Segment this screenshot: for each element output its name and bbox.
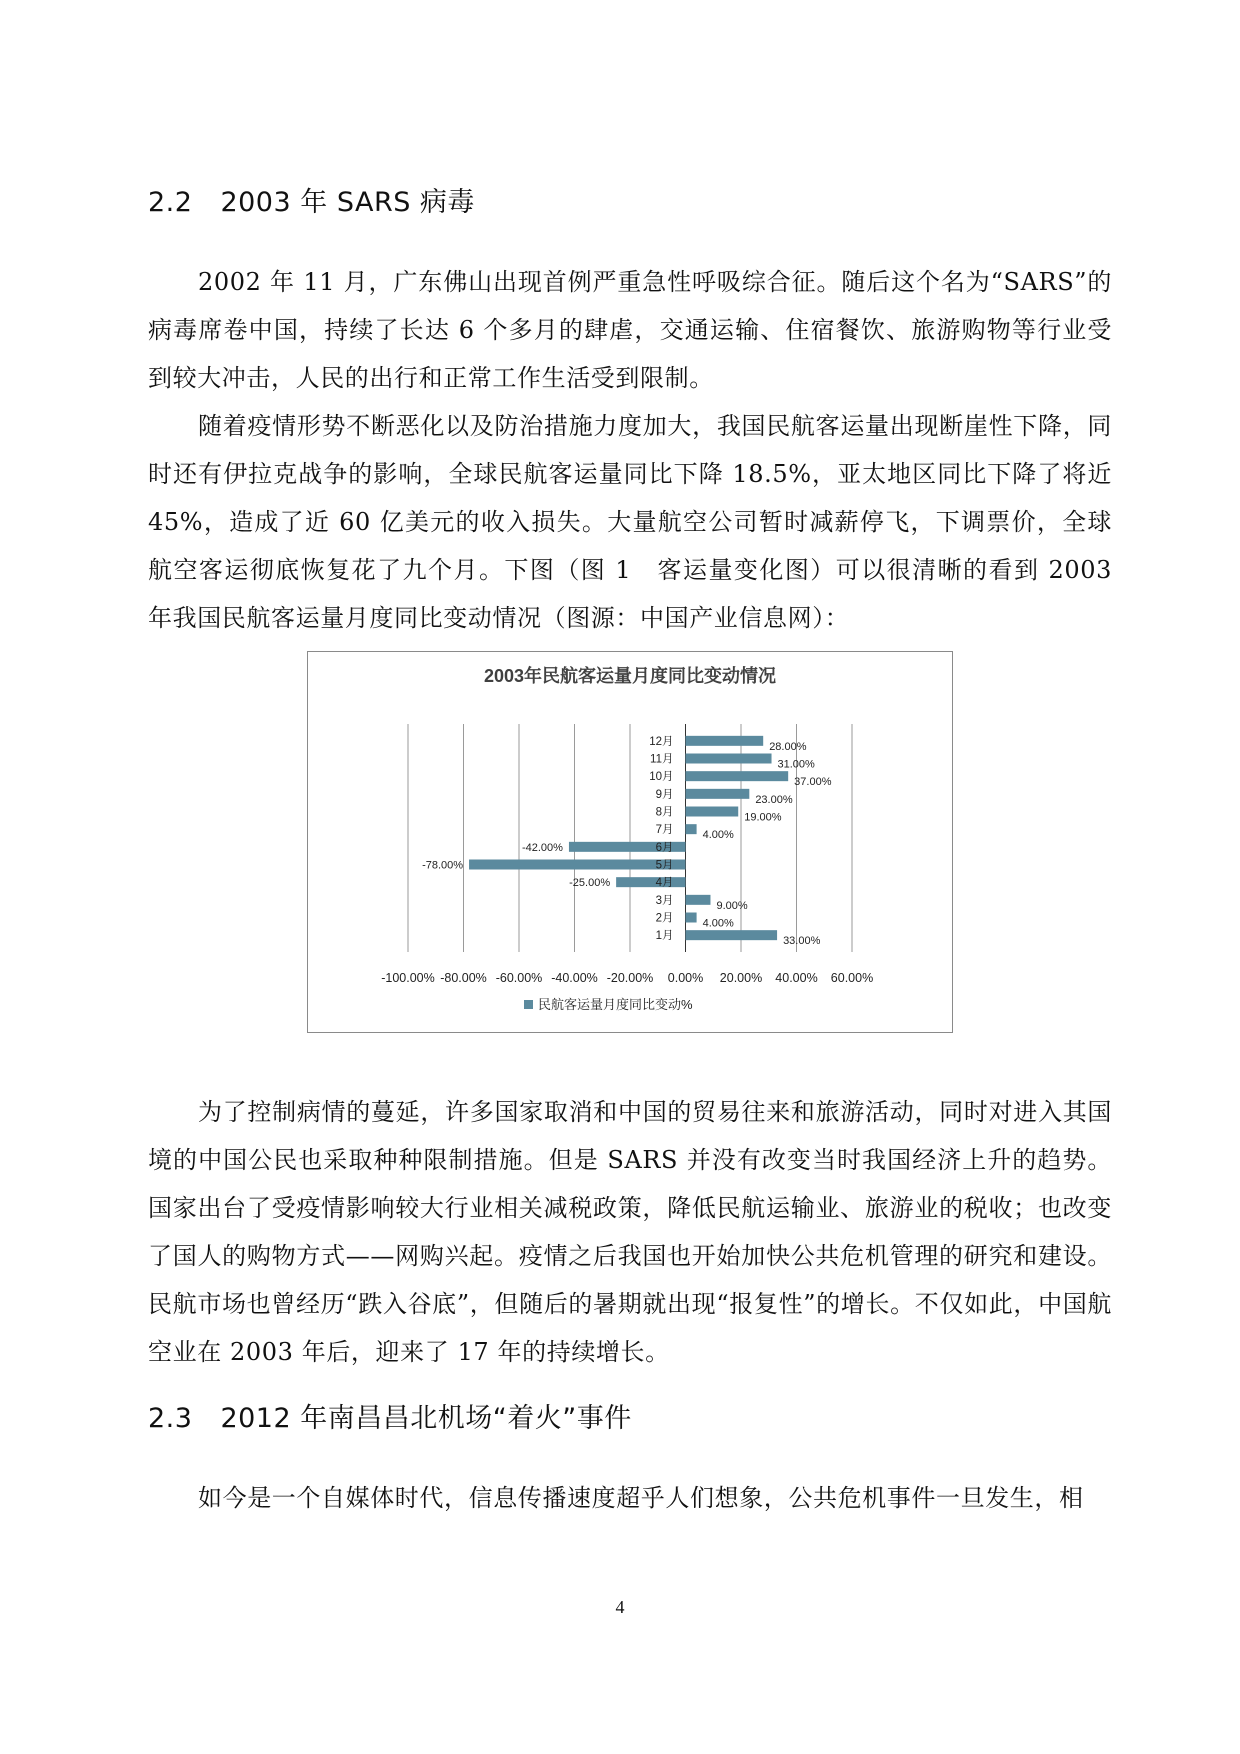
data-label: 23.00% xyxy=(755,793,793,806)
data-label: -78.00% xyxy=(422,859,464,872)
data-label: 9.00% xyxy=(716,899,748,912)
bar xyxy=(686,895,711,905)
category-label: 7月 xyxy=(655,824,674,837)
category-label: 10月 xyxy=(649,771,674,784)
x-tick-label: -40.00% xyxy=(551,971,598,985)
legend-swatch xyxy=(524,1000,533,1009)
bar xyxy=(686,771,789,781)
data-label: 4.00% xyxy=(702,829,734,842)
passenger-volume-chart xyxy=(307,651,953,1033)
paragraph-sars-intro: 2002 年 11 月，广东佛山出现首例严重急性呼吸综合征。随后这个名为“SARS”的病毒席卷中国，持续了长达 6 个多月的肆虐，交通运输、住宿餐饮、旅游购物等行业受到较大冲击，人民的出行和正常工作生活受到限制。 xyxy=(148,268,1112,392)
page-number: 4 xyxy=(615,1597,625,1617)
section-heading-2-2 xyxy=(148,180,475,219)
data-label: 37.00% xyxy=(794,776,832,789)
x-tick-label: 40.00% xyxy=(775,971,818,985)
x-tick-label: 60.00% xyxy=(830,971,874,985)
bar xyxy=(686,930,778,940)
category-label: 5月 xyxy=(655,859,674,872)
data-label: 19.00% xyxy=(744,811,782,824)
chart-title: 2003年民航客运量月度同比变动情况 xyxy=(483,666,777,686)
data-label: -25.00% xyxy=(569,877,611,890)
paragraph-self-media: 如今是一个自媒体时代，信息传播速度超乎人们想象，公共危机事件一旦发生，相 xyxy=(198,1484,1084,1512)
category-label: 3月 xyxy=(655,894,674,907)
section-title: 2012 年南昌昌北机场“着火”事件 xyxy=(220,1403,632,1434)
bar xyxy=(469,860,685,870)
x-tick-label: -100.00% xyxy=(381,971,435,985)
section-heading-2-3 xyxy=(148,1396,632,1435)
bar xyxy=(686,789,750,799)
category-label: 12月 xyxy=(649,735,674,748)
section-number: 2.3 xyxy=(148,1403,193,1434)
x-tick-label: -80.00% xyxy=(440,971,487,985)
bar xyxy=(616,877,685,890)
section-title: 2003 年 SARS 病毒 xyxy=(220,187,475,218)
legend-label: 民航客运量月度同比变动% xyxy=(538,997,693,1012)
category-label: 6月 xyxy=(655,841,674,854)
bar xyxy=(686,807,739,817)
x-tick-label: 0.00% xyxy=(667,971,704,985)
category-label: 2月 xyxy=(655,912,674,925)
category-label: 1月 xyxy=(655,930,674,943)
data-label: -42.00% xyxy=(521,841,563,854)
bar xyxy=(686,754,772,764)
paragraph-sars-impact: 随着疫情形势不断恶化以及防治措施力度加大，我国民航客运量出现断崖性下降，同时还有伊拉克战争的影响，全球民航客运量同比下降 18.5%，亚太地区同比下降了将近 45%，造成了近 60 亿美元的收入损失。大量航空公司暂时减薪停飞，下调票价，全球航空客运彻底恢复花了九个月。下图（图 1 客运量变化图）可以很清晰的看到 2003 年我国民航客运量月度同比变动情况（图源：中国产业信息网）： xyxy=(148,412,1112,632)
data-label: 28.00% xyxy=(769,740,807,753)
x-tick-label: -60.00% xyxy=(495,971,543,985)
bar xyxy=(686,824,697,834)
bar xyxy=(686,913,697,923)
data-label: 4.00% xyxy=(702,917,734,930)
x-tick-label: 20.00% xyxy=(719,971,763,985)
data-label: 33.00% xyxy=(783,935,821,948)
category-label: 11月 xyxy=(650,753,674,766)
bar xyxy=(686,736,764,746)
category-label: 8月 xyxy=(655,806,674,819)
chart-svg xyxy=(308,652,952,1032)
paragraph-after-chart: 为了控制病情的蔓延，许多国家取消和中国的贸易往来和旅游活动，同时对进入其国境的中国公民也采取种种限制措施。但是 SARS 并没有改变当时我国经济上升的趋势。国家出台了受疫情影响较大行业相关减税政策，降低民航运输业、旅游业的税收；也改变了国人的购物方式——网购兴起。疫情之后我国也开始加快公共危机管理的研究和建设。民航市场也曾经历“跌入谷底”，但随后的暑期就出现“报复性”的增长。不仅如此，中国航空业在 2003 年后，迎来了 17 年的持续增长。 xyxy=(148,1098,1112,1366)
section-number: 2.2 xyxy=(148,187,193,218)
category-label: 4月 xyxy=(655,877,674,890)
x-tick-label: -20.00% xyxy=(606,971,654,985)
data-label: 31.00% xyxy=(777,758,815,771)
category-label: 9月 xyxy=(655,788,674,801)
